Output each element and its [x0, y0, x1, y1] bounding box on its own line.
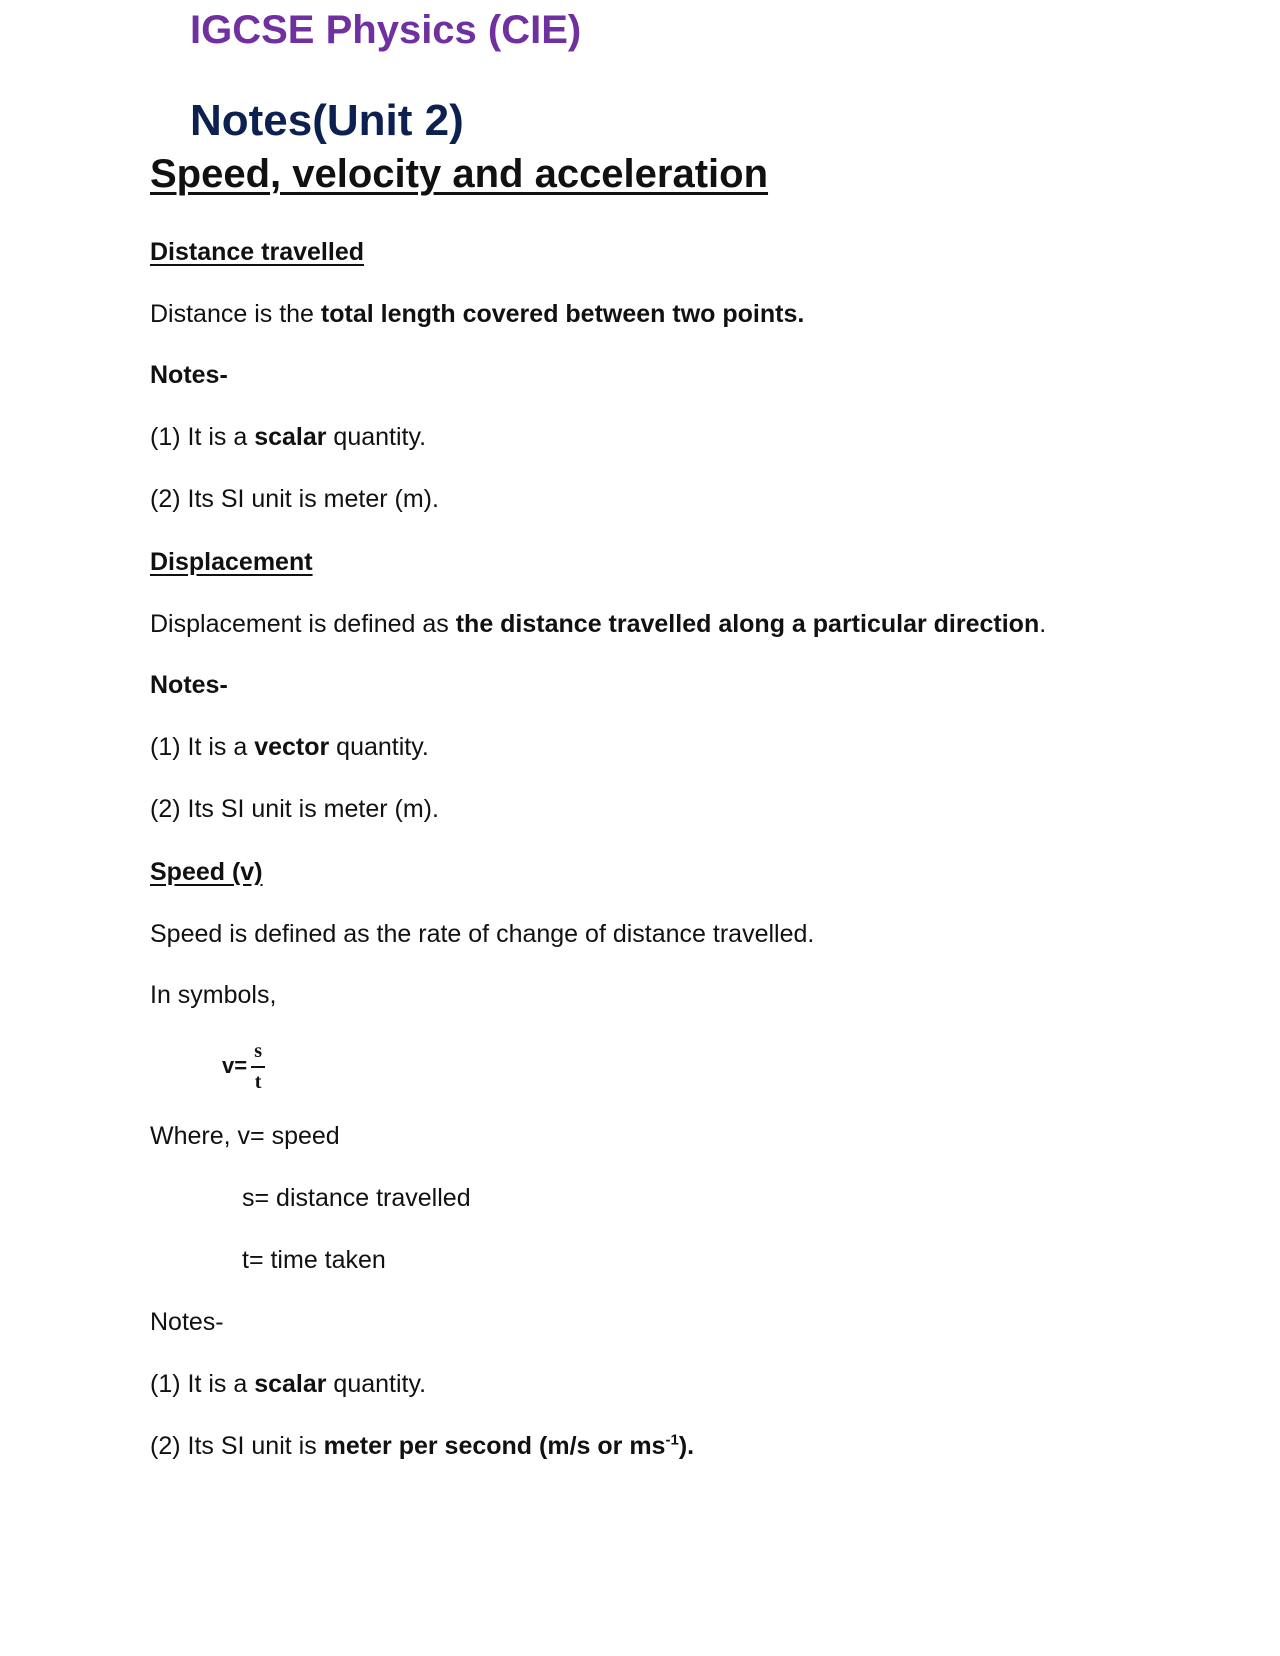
displacement-note1-suffix: quantity.: [329, 733, 429, 761]
formula-lhs: v=: [222, 1053, 248, 1078]
displacement-definition: [150, 610, 1046, 639]
speed-note-2: [150, 1432, 694, 1461]
displacement-note1-prefix: (1) It is a: [150, 733, 255, 761]
speed-note1-bold: scalar: [254, 1370, 327, 1398]
distance-note-1: [150, 423, 426, 452]
symbols-intro: In symbols,: [150, 981, 277, 1009]
distance-def-bold: total length covered between two points.: [320, 300, 805, 328]
speed-notes-label: Notes-: [150, 1308, 224, 1336]
fraction-bar: [251, 1066, 265, 1068]
distance-def-prefix: Distance is the: [150, 300, 321, 328]
speed-note-1: [150, 1370, 426, 1399]
header-subtitle: Notes(Unit 2): [190, 96, 464, 145]
distance-note1-suffix: quantity.: [326, 423, 427, 451]
speed-note2-sup: -1: [665, 1431, 679, 1449]
speed-note2-bold: [324, 1432, 694, 1460]
distance-heading: Distance travelled: [150, 238, 364, 266]
speed-note2-end: ).: [678, 1432, 695, 1460]
displacement-def-suffix: .: [1039, 610, 1047, 638]
displacement-def-bold: the distance travelled along a particular direction: [455, 610, 1040, 638]
where-v: Where, v= speed: [150, 1122, 340, 1150]
speed-heading: Speed (v): [150, 858, 263, 886]
distance-notes-label: Notes-: [150, 361, 228, 389]
speed-note2-bold-text: meter per second (m/s or ms: [323, 1432, 666, 1460]
speed-note1-prefix: (1) It is a: [150, 1370, 255, 1398]
displacement-heading: Displacement: [150, 548, 313, 576]
speed-formula: [222, 1036, 265, 1096]
displacement-note-1: [150, 733, 429, 762]
formula-fraction: [251, 1040, 265, 1093]
formula-numerator: s: [254, 1039, 262, 1062]
distance-note1-bold: scalar: [254, 423, 327, 451]
formula-denominator: t: [254, 1070, 262, 1093]
displacement-notes-label: Notes-: [150, 671, 228, 699]
displacement-note1-bold: vector: [254, 733, 330, 761]
speed-note1-suffix: quantity.: [326, 1370, 427, 1398]
distance-note1-prefix: (1) It is a: [150, 423, 255, 451]
speed-definition: Speed is defined as the rate of change of distance travelled.: [150, 920, 815, 948]
where-t: t= time taken: [242, 1246, 386, 1274]
header-title: IGCSE Physics (CIE): [190, 8, 582, 52]
displacement-note-2: (2) Its SI unit is meter (m).: [150, 795, 439, 823]
where-s: s= distance travelled: [242, 1184, 471, 1212]
distance-definition: [150, 300, 804, 329]
speed-note2-prefix: (2) Its SI unit is: [150, 1432, 324, 1460]
main-title: Speed, velocity and acceleration: [150, 152, 769, 196]
distance-note-2: (2) Its SI unit is meter (m).: [150, 485, 439, 513]
displacement-def-prefix: Displacement is defined as: [150, 610, 456, 638]
